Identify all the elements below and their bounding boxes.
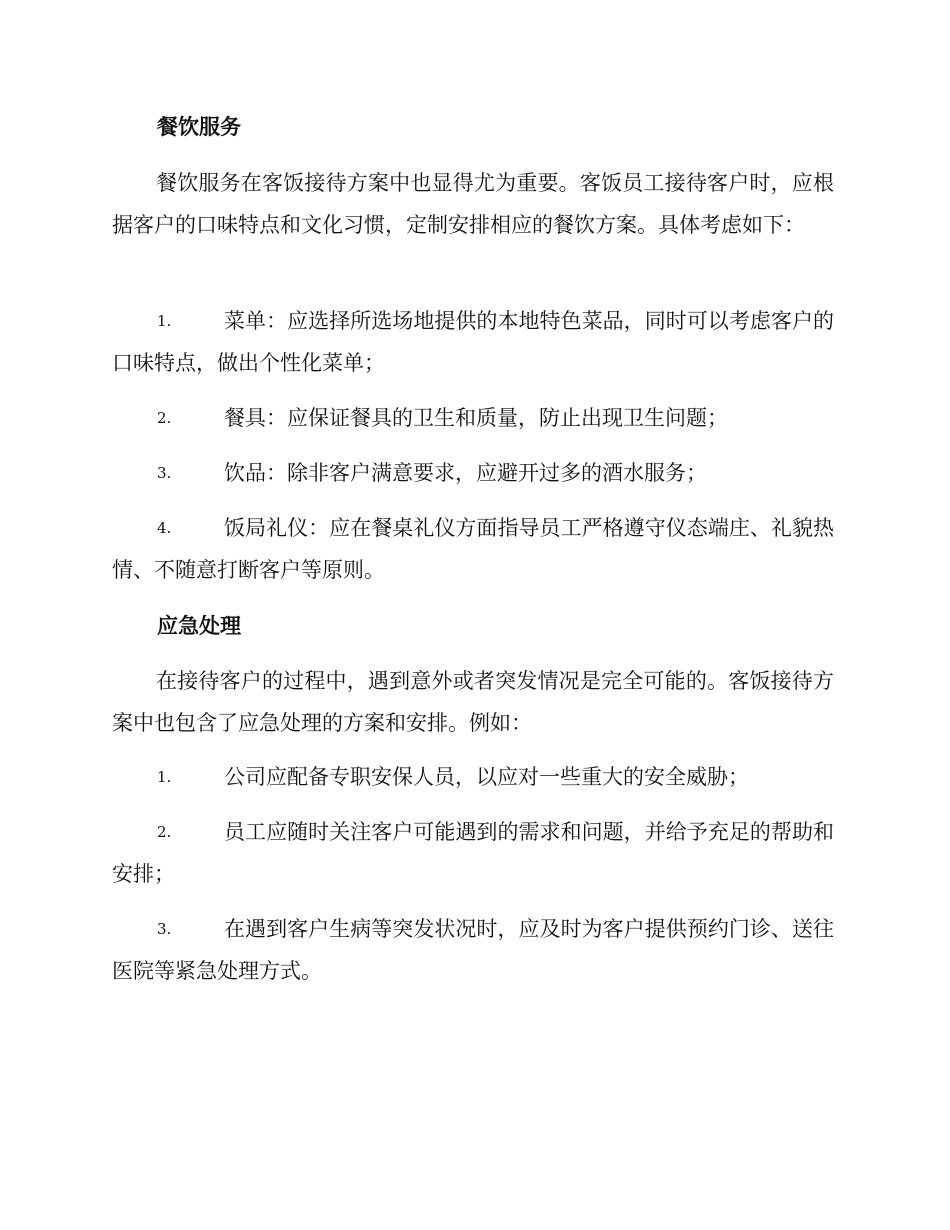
list-item-text: 在遇到客户生病等突发状况时，应及时为客户提供预约门诊、送往医院等紧急处理方式。 (112, 917, 834, 983)
list-item-number: 4. (157, 519, 172, 537)
list-item-text: 菜单：应选择所选场地提供的本地特色菜品，同时可以考虑客户的口味特点，做出个性化菜单； (112, 309, 834, 375)
list-item-number: 2. (157, 823, 172, 841)
section-heading: 应急处理 (157, 613, 241, 638)
list-item (112, 811, 834, 895)
list-item-number: 2. (157, 409, 172, 427)
list-item (112, 507, 834, 591)
list-item-text: 饮品：除非客户满意要求，应避开过多的酒水服务； (224, 461, 707, 485)
list-item-number: 1. (157, 768, 172, 786)
list-item-text: 公司应配备专职安保人员，以应对一些重大的安全威胁； (224, 765, 749, 789)
list-item (112, 300, 834, 384)
list-item-text: 餐具：应保证餐具的卫生和质量，防止出现卫生问题； (224, 406, 728, 430)
section-heading: 餐饮服务 (157, 114, 241, 139)
paragraph: 在接待客户的过程中，遇到意外或者突发情况是完全可能的。客饭接待方案中也包含了应急处理的方案和安排。例如： (112, 669, 834, 735)
list-item-number: 3. (157, 464, 172, 482)
list-item (112, 397, 834, 439)
list-item (112, 908, 834, 992)
list-item-text: 员工应随时关注客户可能遇到的需求和问题，并给予充足的帮助和安排； (112, 820, 834, 886)
list-item-number: 3. (157, 920, 172, 938)
list-item (112, 452, 834, 494)
list-item (112, 756, 834, 798)
list-item-text: 饭局礼仪：应在餐桌礼仪方面指导员工严格遵守仪态端庄、礼貌热情、不随意打断客户等原则。 (112, 516, 834, 582)
list-item-number: 1. (157, 312, 172, 330)
paragraph: 餐饮服务在客饭接待方案中也显得尤为重要。客饭员工接待客户时，应根据客户的口味特点和文化习惯，定制安排相应的餐饮方案。具体考虑如下： (112, 171, 834, 237)
